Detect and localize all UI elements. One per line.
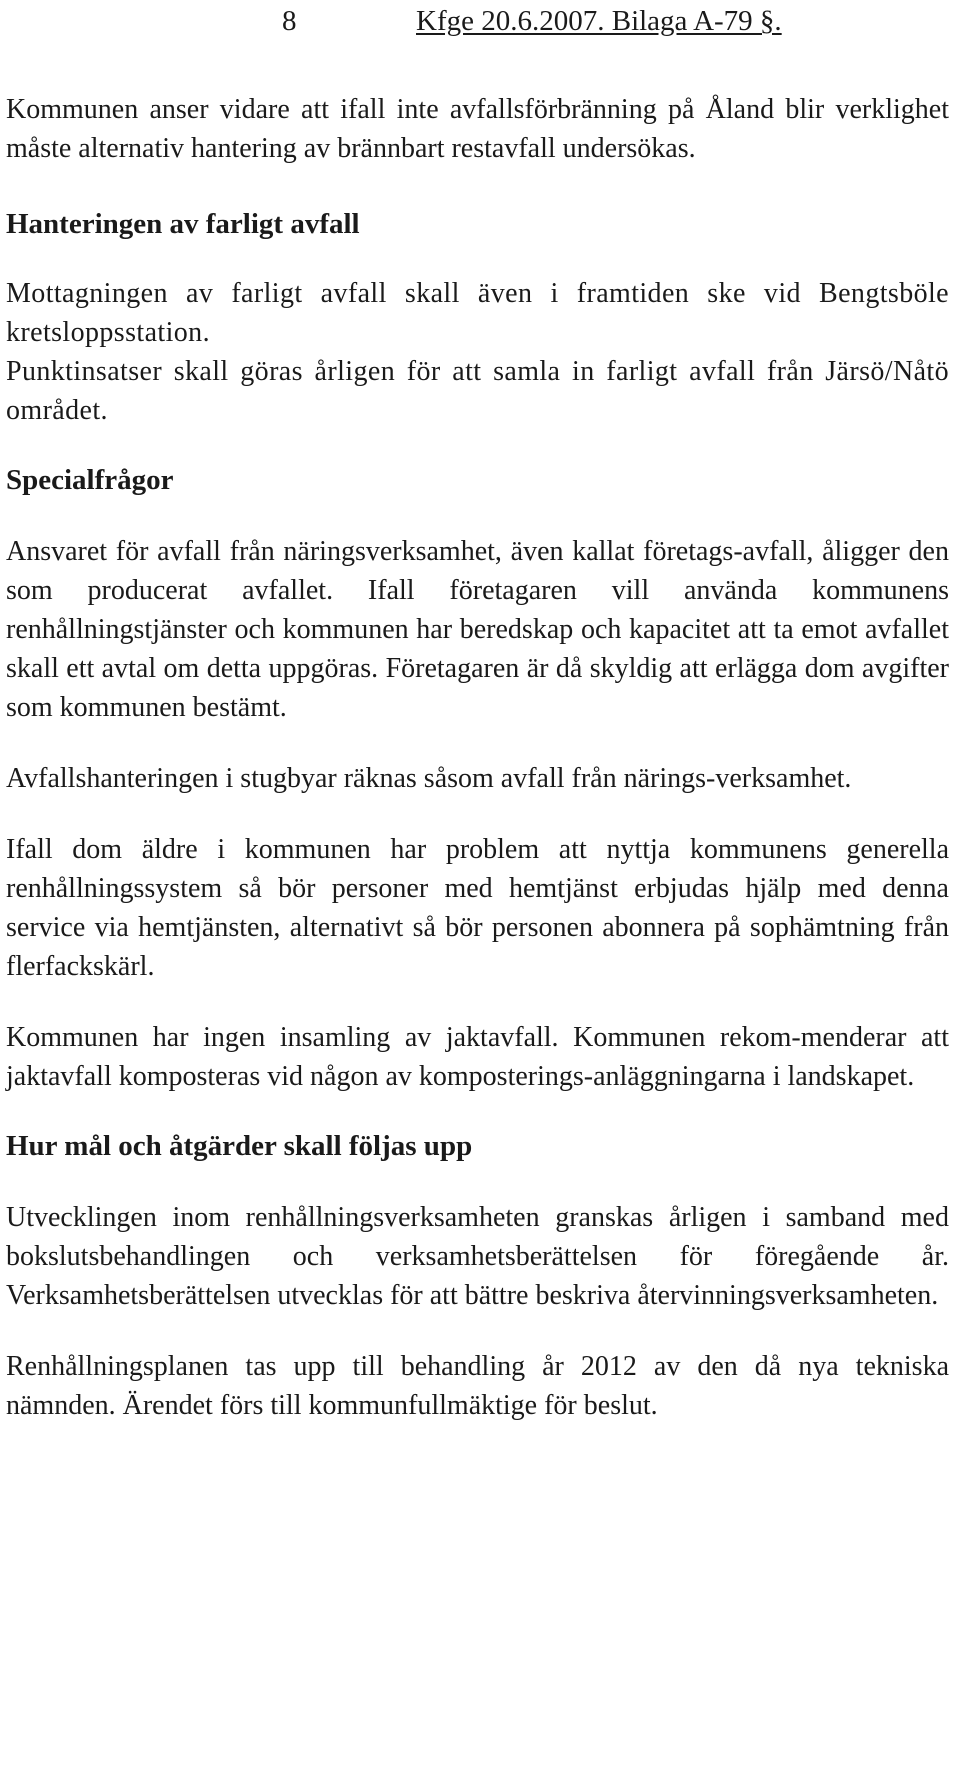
page-number: 8 [282, 5, 297, 37]
heading-farligt-avfall: Hanteringen av farligt avfall [6, 208, 360, 240]
heading-uppfoljning: Hur mål och åtgärder skall följas upp [6, 1130, 473, 1162]
document-page [6, 0, 949, 1425]
bilaga-reference-link[interactable]: Kfge 20.6.2007. Bilaga A-79 §. [416, 5, 782, 37]
paragraph-foretagsavfall: Ansvaret för avfall från näringsverksamhet, även kallat företags-avfall, åligger den som producerat avfallet. Ifall företagaren vill använda kommunens renhållningstjänster och kommunen har beredskap och kapacitet att ta emot avfallet skall ett avtal om detta uppgöras. Företagaren är då skyldig att erlägga dom avgifter som kommunen bestämt. [6, 536, 949, 723]
paragraph-mottagning: Mottagningen av farligt avfall skall även i framtiden ske vid Bengtsböle kretsloppsstation. [6, 278, 949, 348]
paragraph-utvecklingen: Utvecklingen inom renhållningsverksamheten granskas årligen i samband med bokslutsbehandlingen och verksamhetsberättelsen för föregående år. Verksamhetsberättelsen utvecklas för att bättre beskriva återvinningsverksamheten. [6, 1202, 949, 1311]
page-header [6, 0, 949, 44]
paragraph-punktinsatser: Punktinsatser skall göras årligen för att samla in farligt avfall från Järsö/Nåtö området. [6, 356, 949, 426]
heading-specialfragor: Specialfrågor [6, 464, 174, 496]
paragraph-renhallningsplanen: Renhållningsplanen tas upp till behandling år 2012 av den då nya tekniska nämnden. Ärendet förs till kommunfullmäktige för beslut. [6, 1351, 949, 1421]
paragraph-stugbyar: Avfallshanteringen i stugbyar räknas såsom avfall från närings-verksamhet. [6, 763, 852, 794]
paragraph-avfallsforbranning: Kommunen anser vidare att ifall inte avfallsförbränning på Åland blir verklighet måste alternativ hantering av brännbart restavfall undersökas. [6, 94, 949, 164]
paragraph-aldre: Ifall dom äldre i kommunen har problem att nyttja kommunens generella renhållningssystem så bör personer med hemtjänst erbjudas hjälp med denna service via hemtjänsten, alternativt så bör personen abonnera på sophämtning från flerfackskärl. [6, 834, 949, 982]
paragraph-jaktavfall: Kommunen har ingen insamling av jaktavfall. Kommunen rekom-menderar att jaktavfall komposteras vid någon av komposterings-anläggningarna i landskapet. [6, 1022, 949, 1092]
